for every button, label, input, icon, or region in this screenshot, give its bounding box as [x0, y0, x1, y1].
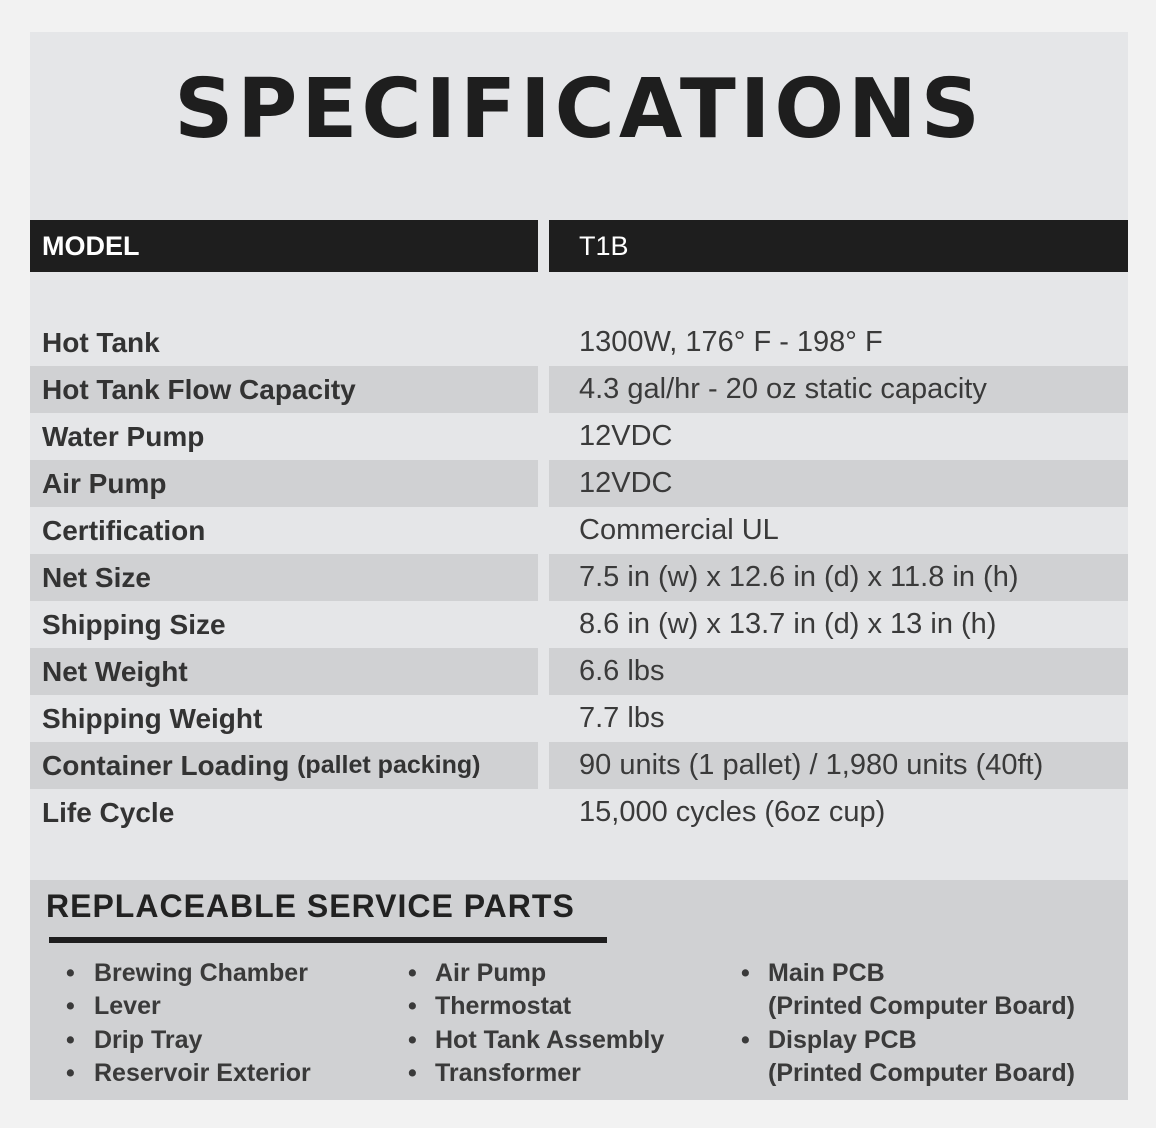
bullet: •: [66, 959, 75, 987]
part-item: Hot Tank Assembly: [435, 1026, 665, 1054]
part-item: Main PCB: [768, 959, 885, 987]
spec-value-life-cycle: 15,000 cycles (6oz cup): [579, 796, 886, 828]
spec-label-air-pump: Air Pump: [30, 460, 538, 507]
spec-label-certification: Certification: [42, 514, 206, 546]
spec-value-water-pump: 12VDC: [579, 420, 673, 452]
part-item: Transformer: [435, 1059, 581, 1087]
spec-label-container-loading: [30, 742, 538, 789]
spec-value-net-size: 7.5 in (w) x 12.6 in (d) x 11.8 in (h): [549, 554, 1128, 601]
spec-label-shipping-weight: Shipping Weight: [42, 702, 263, 734]
spec-value-hot-tank: 1300W, 176° F - 198° F: [579, 326, 883, 358]
spec-label-water-pump: Water Pump: [42, 420, 205, 452]
spec-value-certification: Commercial UL: [579, 514, 779, 546]
spec-value-shipping-weight: 7.7 lbs: [579, 702, 665, 734]
part-item-detail: (Printed Computer Board): [768, 1059, 1075, 1087]
part-item: Air Pump: [435, 959, 547, 987]
bullet: •: [741, 959, 750, 987]
service-parts-title: REPLACEABLE SERVICE PARTS: [46, 888, 575, 924]
part-item: Thermostat: [435, 992, 572, 1020]
model-header-label: MODEL: [30, 220, 538, 272]
part-item-detail: (Printed Computer Board): [768, 992, 1075, 1020]
part-item: Reservoir Exterior: [94, 1059, 311, 1087]
spec-label-hot-tank: Hot Tank: [42, 326, 160, 358]
spec-label-net-size: Net Size: [30, 554, 538, 601]
bullet: •: [408, 1026, 417, 1054]
bullet: •: [408, 992, 417, 1020]
bullet: •: [408, 959, 417, 987]
part-item: Lever: [94, 992, 161, 1020]
bullet: •: [741, 1026, 750, 1054]
bullet: •: [66, 1026, 75, 1054]
spec-value-net-weight: 6.6 lbs: [549, 648, 1128, 695]
spec-sheet: [30, 32, 1128, 1100]
model-header-value: T1B: [549, 220, 1128, 272]
spec-label-container-loading-suffix: (pallet packing): [297, 751, 481, 779]
part-item: Display PCB: [768, 1026, 917, 1054]
spec-value-hot-tank-flow-capacity: 4.3 gal/hr - 20 oz static capacity: [549, 366, 1128, 413]
bullet: •: [66, 992, 75, 1020]
spec-value-shipping-size: 8.6 in (w) x 13.7 in (d) x 13 in (h): [579, 608, 997, 640]
spec-value-air-pump: 12VDC: [549, 460, 1128, 507]
bullet: •: [66, 1059, 75, 1087]
part-item: Drip Tray: [94, 1026, 203, 1054]
service-parts-panel: [30, 880, 1128, 1100]
spec-label-life-cycle: Life Cycle: [42, 796, 175, 828]
spec-label-container-loading-text: Container Loading: [42, 749, 290, 781]
bullet: •: [408, 1059, 417, 1087]
spec-value-container-loading: 90 units (1 pallet) / 1,980 units (40ft): [549, 742, 1128, 789]
part-item: Brewing Chamber: [94, 959, 308, 987]
service-parts-underline: [49, 937, 607, 943]
spec-label-shipping-size: Shipping Size: [42, 608, 226, 640]
page-title: SPECIFICATIONS: [174, 62, 984, 157]
spec-label-hot-tank-flow-capacity: Hot Tank Flow Capacity: [30, 366, 538, 413]
spec-label-net-weight: Net Weight: [30, 648, 538, 695]
